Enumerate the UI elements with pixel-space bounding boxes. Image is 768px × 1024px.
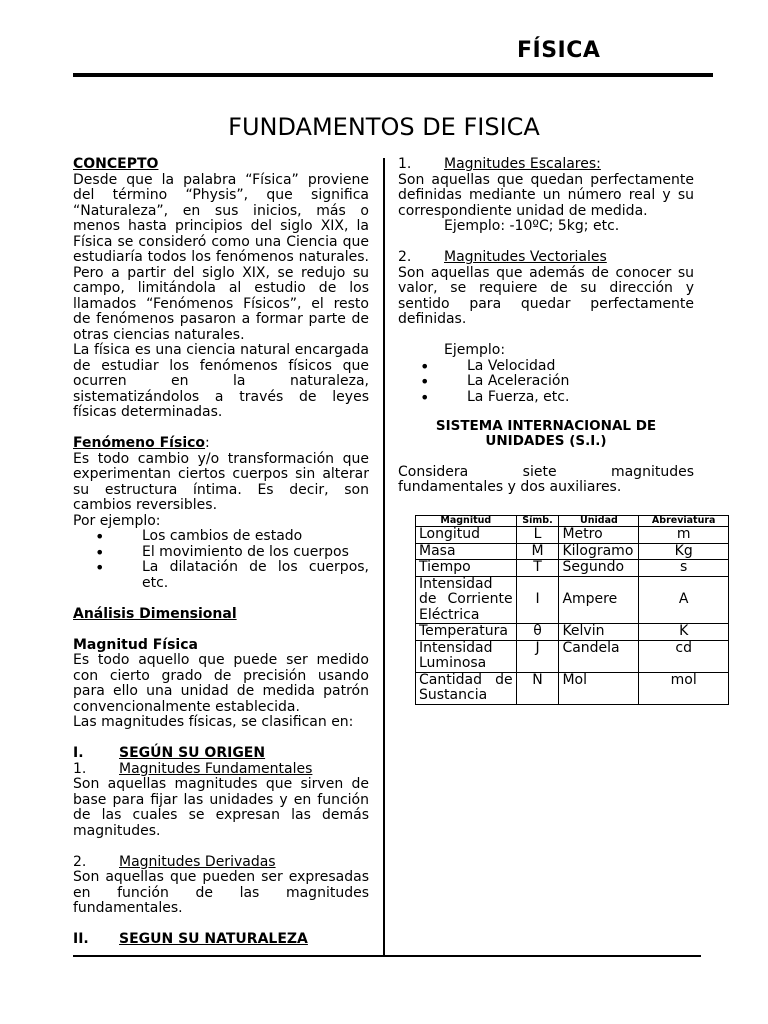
table-cell: A [639,576,729,624]
right-1-paragraph: Son aquellas que quedan perfectamente definidas mediante un número real y su correspondiente unidad de medida. [398,171,694,219]
table-cell: Metro [559,527,639,544]
table-row [416,560,729,577]
table-cell: Kelvin [559,624,639,641]
list-item: • La dilatación de los cuerpos, etc. [73,560,369,591]
table-cell: m [639,527,729,544]
section-2-number: II. [73,931,89,947]
table-header: Abreviatura [639,516,729,527]
magnitud-paragraph: Es todo aquello que puede ser medido con cierto grado de precisión usando para ello una unidad de medida patrón convencionalmente establecida. [73,652,369,715]
column-divider [383,158,385,956]
sub-1-paragraph: Son aquellas magnitudes que sirven de base para fijar las unidades y en función de las cuales se expresan las demás magnitudes. [73,776,369,839]
header-rule [73,73,713,77]
header-subject: FÍSICA [517,38,601,63]
right-2-example-label: Ejemplo: [444,342,506,358]
table-cell: Tiempo [416,560,517,577]
right-1-example: Ejemplo: -10ºC; 5kg; etc. [444,218,620,234]
fenomeno-colon: : [205,435,210,451]
table-cell: J [516,640,559,672]
left-column [73,157,369,948]
table-header: Magnitud [416,516,517,527]
right-1-number: 1. [398,156,412,172]
table-row [416,543,729,560]
table-row [416,672,729,704]
table-cell: θ [516,624,559,641]
table-cell: Intensidad de Corriente Eléctrica [416,576,517,624]
table-cell: Mol [559,672,639,704]
right-2-paragraph: Son aquellas que además de conocer su valor, se requiere de su dirección y sentido para quedar perfectamente definidas. [398,264,694,327]
concepto-paragraph-1: Desde que la palabra “Física” proviene del término “Physis”, que significa “Naturaleza”, en sus inicios, más o menos hasta principios del siglo XIX, la Física se consideró como una Ciencia que estudiaría todos los fenómenos naturales. Pero a partir del siglo XIX, se redujo su campo, limitándola al estudio de los llamados “Fenómenos Físicos”, el resto de fenómenos pasaron a formar parte de otras ciencias naturales. [73,171,369,343]
table-cell: Segundo [559,560,639,577]
table-row [416,576,729,624]
list-item: • El movimiento de los cuerpos [73,545,369,561]
table-cell: I [516,576,559,624]
page-title: FUNDAMENTOS DE FISICA [228,113,540,141]
table-header: Unidad [559,516,639,527]
ejemplos-list [73,529,369,591]
table-header-row [416,516,729,527]
list-item: • Los cambios de estado [73,529,369,545]
fenomeno-paragraph: Es todo cambio y/o transformación que experimentan ciertos cuerpos sin alterar su estructura íntima. Es decir, son cambios reversibles. [73,450,369,513]
table-cell: Longitud [416,527,517,544]
section-2-title: SEGUN SU NATURALEZA [119,931,308,947]
list-item: • La Velocidad [398,359,694,375]
table-cell: Ampere [559,576,639,624]
sub-2-heading [73,855,369,871]
right-1-heading [398,157,694,173]
table-cell: cd [639,640,729,672]
table-cell: Masa [416,543,517,560]
right-2-number: 2. [398,249,412,265]
si-paragraph: Considera siete magnitudes fundamentales y dos auxiliares. [398,463,694,495]
footer-rule [73,955,701,957]
list-item: • La Fuerza, etc. [398,390,694,406]
table-cell: Kg [639,543,729,560]
vector-examples-list [398,359,694,406]
ejemplo-label: Por ejemplo: [73,512,161,529]
table-cell: T [516,560,559,577]
table-cell: N [516,672,559,704]
sub-2-title: Magnitudes Derivadas [119,853,276,870]
si-title-line-1: SISTEMA INTERNACIONAL DE [435,418,657,434]
section-2-heading [73,932,369,948]
section-1-title: SEGÚN SU ORIGEN [119,745,266,761]
magnitud-heading: Magnitud Física [73,636,198,653]
right-1-title: Magnitudes Escalares: [444,156,601,172]
si-units-table [415,515,729,705]
table-cell: Kilogramo [559,543,639,560]
concepto-heading: CONCEPTO [73,156,159,172]
table-cell: Temperatura [416,624,517,641]
right-2-heading [398,250,694,266]
sub-2-number: 2. [73,853,87,870]
table-cell: K [639,624,729,641]
table-header: Símb. [516,516,559,527]
si-title-line-2: UNIDADES (S.I.) [485,433,607,449]
fenomeno-heading-line [73,436,369,452]
analisis-heading: Análisis Dimensional [73,605,237,622]
sub-1-number: 1. [73,760,87,777]
table-cell: s [639,560,729,577]
table-cell: L [516,527,559,544]
clasifican-paragraph: Las magnitudes físicas, se clasifican en: [73,714,354,730]
table-row [416,527,729,544]
sub-1-title: Magnitudes Fundamentales [119,760,313,777]
table-row [416,640,729,672]
table-cell: Candela [559,640,639,672]
right-2-title: Magnitudes Vectoriales [444,249,607,265]
right-column [398,157,694,496]
sub-2-paragraph: Son aquellas que pueden ser expresadas en función de las magnitudes fundamentales. [73,869,369,916]
fenomeno-heading: Fenómeno Físico [73,435,206,451]
sub-1-heading [73,762,369,778]
section-1-heading [73,746,369,762]
table-cell: mol [639,672,729,704]
table-row [416,624,729,641]
table-cell: Intensidad Luminosa [416,640,517,672]
table-cell: M [516,543,559,560]
list-item: • La Aceleración [398,374,694,390]
table-cell: Cantidad de Sustancia [416,672,517,704]
concepto-paragraph-2: La física es una ciencia natural encargada de estudiar los fenómenos físicos que ocurren en la naturaleza, sistematizándolos a través de leyes físicas determinadas. [73,342,369,420]
section-1-number: I. [73,745,84,761]
